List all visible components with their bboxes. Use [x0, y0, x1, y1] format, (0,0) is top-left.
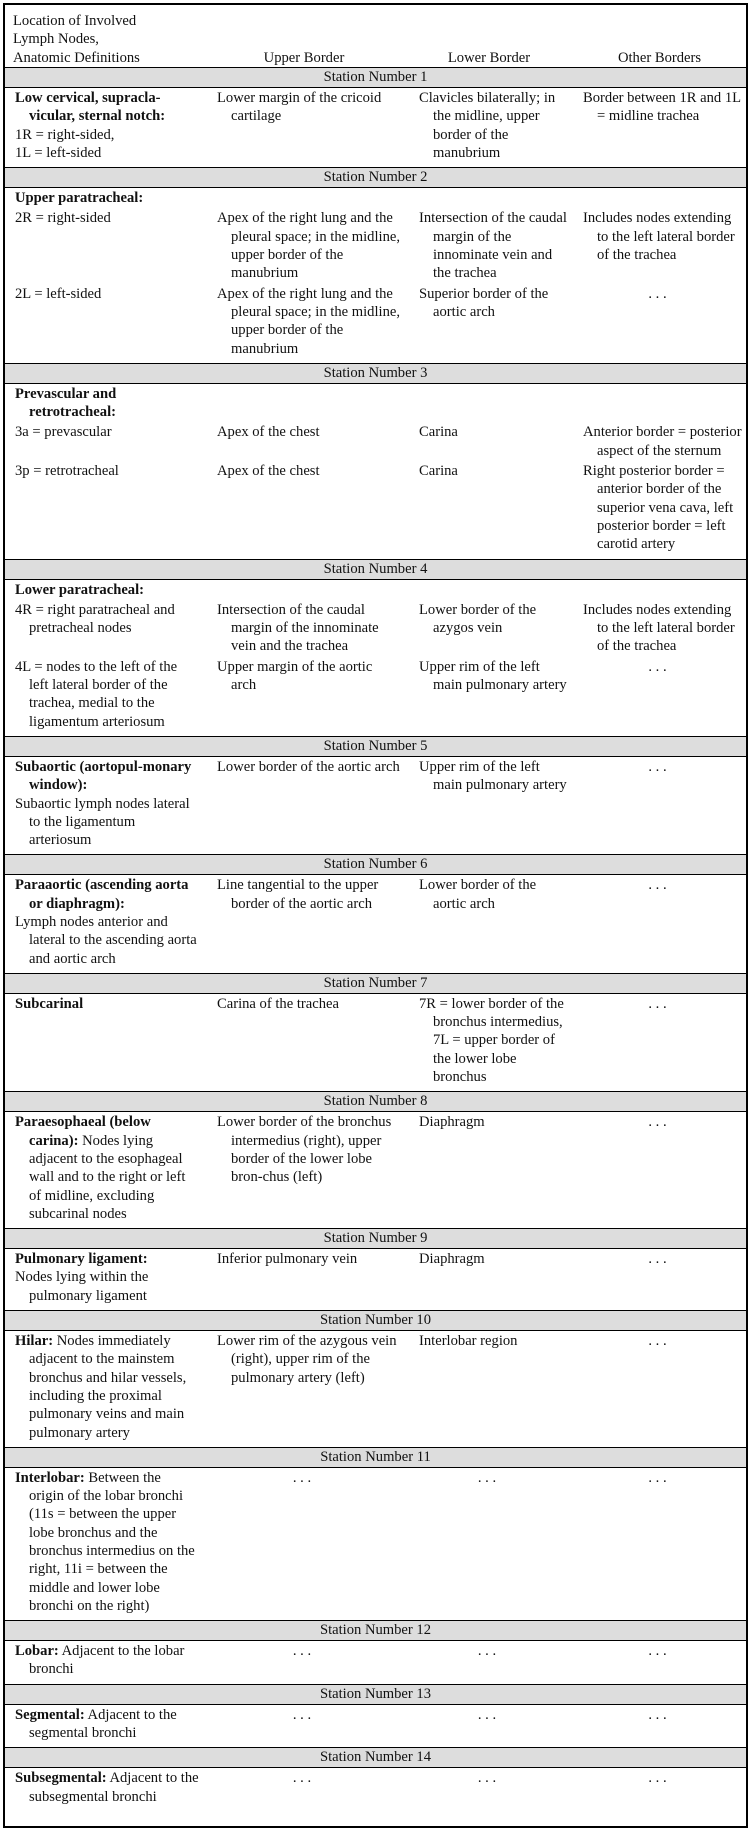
other-borders-text: . . . — [648, 877, 667, 894]
station-header-row — [5, 1229, 746, 1249]
station-title: Station Number 4 — [5, 559, 746, 579]
location-subitem: 2L = left-sided — [15, 285, 102, 302]
other-borders-cell — [573, 1249, 746, 1306]
header-lower-border: Lower Border — [405, 5, 573, 68]
lower-border-text: Clavicles bilaterally; in the midline, upper border of the manubrium — [419, 90, 556, 161]
upper-border-cell — [203, 461, 405, 554]
station-title: Station Number 14 — [5, 1748, 746, 1768]
location-subitem: Nodes lying within the pulmonary ligament — [15, 1269, 149, 1304]
station-row — [5, 600, 746, 657]
location-name: Subaortic (aortopul-monary window): — [15, 758, 192, 794]
upper-border-cell — [203, 88, 405, 164]
lower-border-cell — [405, 1467, 573, 1616]
location-cell — [5, 1331, 203, 1443]
other-borders-cell — [573, 461, 746, 554]
other-borders-cell — [573, 600, 746, 657]
location-definition — [15, 758, 199, 795]
location-description: Nodes lying adjacent to the esophageal wall and to the right or left of midline, excluding subcarinal nodes — [29, 1132, 186, 1222]
upper-border-text: Carina of the trachea — [217, 995, 339, 1012]
upper-border-text: . . . — [292, 1643, 312, 1660]
location-subitem: 3p = retrotracheal — [15, 463, 119, 480]
location-subitem: Lymph nodes anterior and lateral to the ascending aorta and aortic arch — [15, 913, 197, 967]
location-name: Prevascular and retrotracheal: — [15, 385, 117, 421]
upper-border-cell — [203, 188, 405, 209]
location-name: Hilar: — [15, 1333, 54, 1350]
upper-border-cell — [203, 1641, 405, 1680]
station-header-row — [5, 855, 746, 875]
lower-border-text: . . . — [477, 1643, 497, 1660]
other-borders-cell — [573, 1331, 746, 1443]
other-borders-text: Includes nodes extending to the left lateral border of the trachea — [583, 601, 735, 655]
location-subitem: 2R = right-sided — [15, 210, 111, 227]
table-body — [5, 5, 746, 1811]
other-borders-text: . . . — [648, 995, 667, 1012]
location-cell — [5, 1249, 203, 1306]
other-borders-text: . . . — [648, 758, 667, 775]
location-description: Adjacent to the lobar bronchi — [29, 1643, 185, 1678]
station-title: Station Number 1 — [5, 68, 746, 88]
upper-border-text: Apex of the chest — [217, 463, 320, 480]
location-subitem: Subaortic lymph nodes lateral to the ligamentum arteriosum — [15, 795, 190, 849]
upper-border-cell — [203, 1112, 405, 1224]
station-header-row — [5, 559, 746, 579]
station-row — [5, 756, 746, 850]
other-borders-cell — [573, 1768, 746, 1807]
location-definition — [15, 1113, 199, 1223]
location-subitem: 1R = right-sided, — [15, 126, 115, 143]
other-borders-text: . . . — [648, 1770, 667, 1787]
station-header-row — [5, 1684, 746, 1704]
station-header-row — [5, 363, 746, 383]
lower-border-cell — [405, 422, 573, 461]
location-cell — [5, 993, 203, 1087]
lower-border-text: Carina — [419, 424, 458, 441]
location-cell — [5, 422, 203, 461]
other-borders-cell — [573, 208, 746, 283]
station-title: Station Number 13 — [5, 1684, 746, 1704]
location-definition — [15, 89, 199, 126]
location-definition — [15, 1642, 199, 1679]
lymph-node-stations-table-frame — [3, 3, 748, 1828]
upper-border-text: . . . — [292, 1770, 312, 1787]
location-name: Pulmonary ligament: — [15, 1251, 148, 1268]
lower-border-text: Lower border of the azygos vein — [419, 601, 537, 637]
lower-border-cell — [405, 1331, 573, 1443]
lower-border-cell — [405, 1768, 573, 1807]
other-borders-cell — [573, 1641, 746, 1680]
row-spacer — [5, 1807, 746, 1811]
upper-border-cell — [203, 1467, 405, 1616]
location-definition — [15, 1469, 199, 1615]
location-subitem: 1L = left-sided — [15, 144, 102, 161]
location-cell — [5, 188, 203, 209]
station-header-row — [5, 973, 746, 993]
other-borders-cell — [573, 88, 746, 164]
upper-border-cell — [203, 993, 405, 1087]
station-header-row — [5, 68, 746, 88]
lower-border-cell — [405, 579, 573, 600]
lower-border-cell — [405, 383, 573, 422]
lower-border-text: Lower border of the aortic arch — [419, 877, 537, 912]
station-row — [5, 422, 746, 461]
other-borders-cell — [573, 875, 746, 969]
location-cell — [5, 1112, 203, 1224]
lower-border-cell — [405, 756, 573, 850]
station-row — [5, 188, 746, 209]
lower-border-text: Superior border of the aortic arch — [419, 285, 549, 320]
station-row — [5, 993, 746, 1087]
upper-border-cell — [203, 208, 405, 283]
upper-border-text: Inferior pulmonary vein — [217, 1251, 358, 1268]
other-borders-cell — [573, 756, 746, 850]
location-definition — [15, 1250, 199, 1268]
station-title: Station Number 12 — [5, 1621, 746, 1641]
location-cell — [5, 461, 203, 554]
table-header-row — [5, 5, 746, 68]
location-definition — [15, 1332, 199, 1442]
station-header-row — [5, 1748, 746, 1768]
upper-border-text: Lower margin of the cricoid cartilage — [217, 90, 382, 125]
location-description: Between the origin of the lobar bronchi (11s = between the upper lobe bronchus and the bronchus intermedius on the right, 11i = between the middle and lower lobe bronchi on the right) — [29, 1469, 195, 1614]
location-name: Low cervical, supracla-vicular, sternal notch: — [15, 90, 166, 125]
lower-border-cell — [405, 88, 573, 164]
upper-border-text: Lower rim of the azygous vein (right), upper rim of the pulmonary artery (left) — [217, 1333, 397, 1386]
location-description: Adjacent to the segmental bronchi — [29, 1706, 177, 1742]
upper-border-text: Apex of the right lung and the pleural space; in the midline, upper border of the manubrium — [217, 210, 400, 282]
station-row — [5, 284, 746, 359]
station-title: Station Number 2 — [5, 168, 746, 188]
location-cell — [5, 579, 203, 600]
other-borders-text: Includes nodes extending to the left lateral border of the trachea — [583, 210, 735, 264]
lower-border-text: Intersection of the caudal margin of the innominate vein and the trachea — [419, 210, 567, 282]
other-borders-text: Border between 1R and 1L = midline trachea — [583, 90, 741, 125]
station-row — [5, 1112, 746, 1224]
other-borders-cell — [573, 657, 746, 732]
station-row — [5, 1331, 746, 1443]
upper-border-cell — [203, 383, 405, 422]
location-cell — [5, 208, 203, 283]
other-borders-text: . . . — [648, 1643, 667, 1660]
lower-border-text: Diaphragm — [419, 1251, 485, 1268]
location-cell — [5, 284, 203, 359]
upper-border-cell — [203, 579, 405, 600]
station-row — [5, 1704, 746, 1743]
lower-border-cell — [405, 1704, 573, 1743]
location-cell — [5, 383, 203, 422]
other-borders-cell — [573, 1112, 746, 1224]
lower-border-text: 7R = lower border of the bronchus intermedius, 7L = upper border of the lower lobe bronchus — [419, 995, 564, 1086]
lower-border-text: . . . — [477, 1469, 497, 1486]
station-row — [5, 461, 746, 554]
other-borders-text: . . . — [648, 1114, 667, 1131]
other-borders-text: Anterior border = posterior aspect of the sternum — [583, 424, 742, 459]
other-borders-text: . . . — [648, 658, 667, 675]
station-header-row — [5, 736, 746, 756]
location-definition — [15, 189, 199, 207]
upper-border-cell — [203, 284, 405, 359]
location-name: Interlobar: — [15, 1469, 85, 1486]
lower-border-cell — [405, 1112, 573, 1224]
location-cell — [5, 657, 203, 732]
lower-border-text: Diaphragm — [419, 1114, 485, 1131]
location-cell — [5, 88, 203, 164]
upper-border-cell — [203, 1331, 405, 1443]
station-row — [5, 1641, 746, 1680]
upper-border-text: Lower border of the bronchus intermedius (right), upper border of the lower lobe bron-chus (left) — [217, 1114, 392, 1186]
lower-border-cell — [405, 284, 573, 359]
station-title: Station Number 7 — [5, 973, 746, 993]
other-borders-text: . . . — [648, 285, 667, 302]
upper-border-text: Upper margin of the aortic arch — [217, 658, 373, 694]
location-subitem: 4R = right paratracheal and pretracheal nodes — [15, 601, 175, 637]
station-title: Station Number 6 — [5, 855, 746, 875]
upper-border-cell — [203, 600, 405, 657]
upper-border-text: Intersection of the caudal margin of the innominate vein and the trachea — [217, 601, 379, 655]
location-name: Paraesophaeal (below carina): — [15, 1114, 151, 1149]
location-description: Adjacent to the subsegmental bronchi — [29, 1770, 199, 1805]
lower-border-text: . . . — [477, 1770, 497, 1787]
lower-border-cell — [405, 188, 573, 209]
station-row — [5, 657, 746, 732]
station-title: Station Number 10 — [5, 1311, 746, 1331]
location-cell — [5, 756, 203, 850]
location-cell — [5, 1704, 203, 1743]
other-borders-cell — [573, 422, 746, 461]
other-borders-cell — [573, 993, 746, 1087]
location-subitem: 3a = prevascular — [15, 424, 112, 441]
location-name: Subsegmental: — [15, 1770, 107, 1787]
lower-border-text: . . . — [477, 1706, 497, 1723]
other-borders-cell — [573, 1467, 746, 1616]
station-title: Station Number 3 — [5, 363, 746, 383]
upper-border-cell — [203, 875, 405, 969]
lower-border-cell — [405, 657, 573, 732]
upper-border-text: Apex of the right lung and the pleural space; in the midline, upper border of the manubrium — [217, 285, 400, 357]
other-borders-text: . . . — [648, 1251, 667, 1268]
location-cell — [5, 1467, 203, 1616]
upper-border-text: Lower border of the aortic arch — [217, 758, 400, 775]
other-borders-text: . . . — [648, 1706, 667, 1723]
other-borders-cell — [573, 1704, 746, 1743]
station-row — [5, 383, 746, 422]
location-name: Segmental: — [15, 1706, 85, 1723]
location-subitem: 4L = nodes to the left of the left lateral border of the trachea, medial to the ligamentum arteriosum — [15, 658, 178, 730]
station-row — [5, 1768, 746, 1807]
row-spacer-cell — [5, 1807, 746, 1811]
upper-border-text: . . . — [292, 1469, 312, 1486]
station-header-row — [5, 1447, 746, 1467]
lower-border-cell — [405, 1249, 573, 1306]
upper-border-text: Line tangential to the upper border of the aortic arch — [217, 877, 379, 912]
station-row — [5, 1467, 746, 1616]
header-other-borders: Other Borders — [573, 5, 746, 68]
upper-border-cell — [203, 422, 405, 461]
location-name: Lobar: — [15, 1643, 59, 1660]
lower-border-text: Upper rim of the left main pulmonary artery — [419, 658, 567, 694]
station-row — [5, 875, 746, 969]
lymph-node-stations-table — [5, 5, 746, 1811]
upper-border-cell — [203, 1249, 405, 1306]
location-definition — [15, 1706, 199, 1743]
station-title: Station Number 5 — [5, 736, 746, 756]
upper-border-cell — [203, 657, 405, 732]
station-row — [5, 1249, 746, 1306]
station-header-row — [5, 1311, 746, 1331]
location-definition — [15, 385, 199, 422]
lower-border-text: Upper rim of the left main pulmonary artery — [419, 758, 567, 794]
location-definition — [15, 581, 199, 599]
location-cell — [5, 600, 203, 657]
station-header-row — [5, 168, 746, 188]
location-name: Paraaortic (ascending aorta or diaphragm): — [15, 877, 189, 912]
other-borders-text: Right posterior border = anterior border of the superior vena cava, left posterior border = left carotid artery — [583, 463, 734, 553]
upper-border-cell — [203, 1704, 405, 1743]
lower-border-cell — [405, 1641, 573, 1680]
lower-border-cell — [405, 993, 573, 1087]
lower-border-cell — [405, 600, 573, 657]
location-cell — [5, 1641, 203, 1680]
station-title: Station Number 8 — [5, 1092, 746, 1112]
location-name: Subcarinal — [15, 995, 84, 1012]
station-header-row — [5, 1621, 746, 1641]
location-name: Lower paratracheal: — [15, 581, 145, 598]
lower-border-cell — [405, 461, 573, 554]
upper-border-text: Apex of the chest — [217, 424, 320, 441]
upper-border-cell — [203, 1768, 405, 1807]
other-borders-text: . . . — [648, 1333, 667, 1350]
header-location-line: Lymph Nodes, — [13, 31, 99, 48]
header-location-line: Anatomic Definitions — [13, 49, 140, 66]
header-location — [5, 5, 203, 68]
location-cell — [5, 1768, 203, 1807]
station-header-row — [5, 1092, 746, 1112]
other-borders-cell — [573, 188, 746, 209]
station-row — [5, 88, 746, 164]
other-borders-text: . . . — [648, 1469, 667, 1486]
station-row — [5, 208, 746, 283]
other-borders-cell — [573, 284, 746, 359]
location-name: Upper paratracheal: — [15, 190, 144, 207]
other-borders-cell — [573, 579, 746, 600]
lower-border-cell — [405, 208, 573, 283]
other-borders-cell — [573, 383, 746, 422]
header-upper-border: Upper Border — [203, 5, 405, 68]
upper-border-text: . . . — [292, 1706, 312, 1723]
location-definition — [15, 1769, 199, 1806]
location-description: Nodes immediately adjacent to the mainstem bronchus and hilar vessels, including the proximal pulmonary veins and main pulmonary artery — [29, 1333, 187, 1441]
upper-border-cell — [203, 756, 405, 850]
station-title: Station Number 9 — [5, 1229, 746, 1249]
lower-border-cell — [405, 875, 573, 969]
location-cell — [5, 875, 203, 969]
location-definition — [15, 876, 199, 913]
station-row — [5, 579, 746, 600]
station-title: Station Number 11 — [5, 1447, 746, 1467]
lower-border-text: Interlobar region — [419, 1333, 518, 1350]
location-definition — [15, 995, 199, 1013]
header-location-line: Location of Involved — [13, 13, 137, 30]
lower-border-text: Carina — [419, 463, 458, 480]
